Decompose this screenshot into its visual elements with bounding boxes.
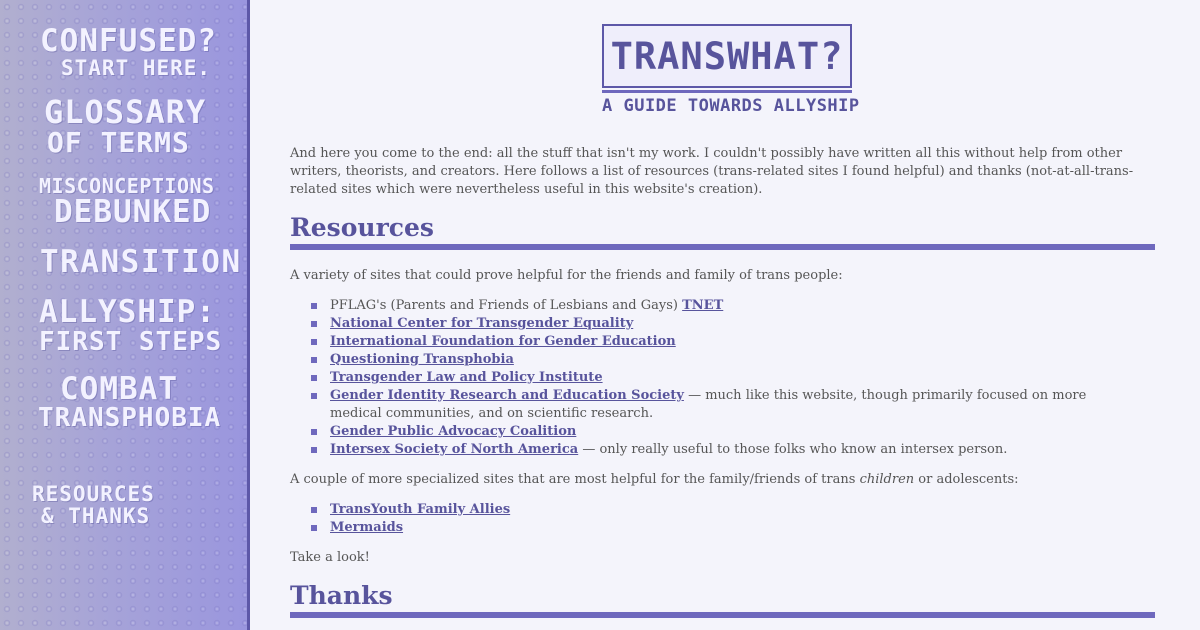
nav-label: MISCONCEPTIONS bbox=[39, 174, 215, 198]
list-item bbox=[330, 333, 1120, 351]
site-logo[interactable] bbox=[602, 24, 852, 88]
resource-list-youth bbox=[330, 501, 1120, 537]
item-note: — only really useful to those folks who know an intersex person. bbox=[578, 442, 1008, 457]
nav-label: RESOURCES bbox=[32, 482, 155, 506]
resources-heading: Resources bbox=[290, 213, 434, 242]
specialized-paragraph bbox=[290, 471, 1155, 489]
list-item bbox=[330, 351, 1120, 369]
list-item bbox=[330, 297, 1120, 315]
nav-confused-start-here[interactable] bbox=[40, 23, 217, 80]
nav-label: COMBAT bbox=[60, 371, 178, 407]
list-item bbox=[330, 369, 1120, 387]
item-note: — much like this website, though primarily focused on more medical communities, and on scientific research. bbox=[330, 388, 1087, 421]
list-item bbox=[330, 441, 1120, 459]
list-item bbox=[330, 501, 1120, 519]
emphasis-text: children bbox=[859, 472, 915, 487]
nav-allyship-first-steps[interactable] bbox=[39, 294, 223, 357]
variety-paragraph: A variety of sites that could prove helpful for the friends and family of trans people: bbox=[290, 268, 843, 283]
nav-label: FIRST STEPS bbox=[39, 327, 223, 357]
logo-tagline: A GUIDE TOWARDS ALLYSHIP bbox=[602, 96, 860, 116]
nav-label: TRANSPHOBIA bbox=[38, 403, 222, 433]
nav-label: GLOSSARY bbox=[44, 93, 207, 131]
list-item bbox=[330, 423, 1120, 441]
nav-label: DEBUNKED bbox=[54, 194, 212, 230]
nav-label: START HERE. bbox=[61, 56, 212, 80]
list-item bbox=[330, 519, 1120, 537]
take-a-look-text: Take a look! bbox=[290, 550, 370, 565]
list-item bbox=[330, 315, 1120, 333]
resource-link[interactable]: Intersex Society of North America bbox=[330, 442, 579, 457]
resource-link[interactable]: Questioning Transphobia bbox=[330, 352, 514, 367]
heading-rule bbox=[290, 244, 1155, 250]
nav-resources-and-thanks[interactable] bbox=[32, 484, 155, 527]
nav-transition[interactable] bbox=[40, 244, 242, 280]
nav-glossary-of-terms[interactable] bbox=[44, 93, 207, 159]
resource-link[interactable]: Gender Identity Research and Education Society bbox=[330, 388, 684, 403]
intro-paragraph: And here you come to the end: all the stuff that isn't my work. I couldn't possibly have written all this without help from other writers, theorists, and creators. Here follows a list of resources (trans-related sites I found helpful) and thanks (not-at-all-trans-related sites which were nevertheless useful in this website's creation). bbox=[290, 146, 1134, 197]
nav-label: OF TERMS bbox=[47, 126, 190, 159]
item-text: PFLAG's (Parents and Friends of Lesbians and Gays) bbox=[330, 298, 683, 313]
paragraph-text: A couple of more specialized sites that are most helpful for the family/friends of trans bbox=[290, 472, 860, 487]
resource-link[interactable]: TNET bbox=[682, 298, 724, 313]
resource-link[interactable]: TransYouth Family Allies bbox=[330, 502, 511, 517]
nav-combat-transphobia[interactable] bbox=[38, 371, 222, 433]
resource-list-general bbox=[330, 297, 1120, 459]
heading-rule bbox=[290, 612, 1155, 618]
resource-link[interactable]: Mermaids bbox=[330, 520, 404, 535]
resource-link[interactable]: International Foundation for Gender Education bbox=[330, 334, 676, 349]
logo-title: TRANSWHAT? bbox=[610, 35, 844, 78]
resource-link[interactable]: National Center for Transgender Equality bbox=[330, 316, 634, 331]
thanks-heading: Thanks bbox=[290, 581, 393, 610]
list-item bbox=[330, 387, 1120, 423]
nav-label: & THANKS bbox=[41, 504, 151, 528]
resource-link[interactable]: Transgender Law and Policy Institute bbox=[330, 370, 603, 385]
nav-label: TRANSITION bbox=[40, 244, 242, 280]
sidebar-nav bbox=[0, 0, 250, 630]
nav-label: ALLYSHIP: bbox=[39, 294, 216, 330]
main-content bbox=[290, 0, 1155, 630]
nav-label: CONFUSED? bbox=[40, 23, 217, 59]
paragraph-text: or adolescents: bbox=[914, 472, 1019, 487]
resource-link[interactable]: Gender Public Advocacy Coalition bbox=[330, 424, 577, 439]
nav-misconceptions-debunked[interactable] bbox=[39, 176, 215, 228]
